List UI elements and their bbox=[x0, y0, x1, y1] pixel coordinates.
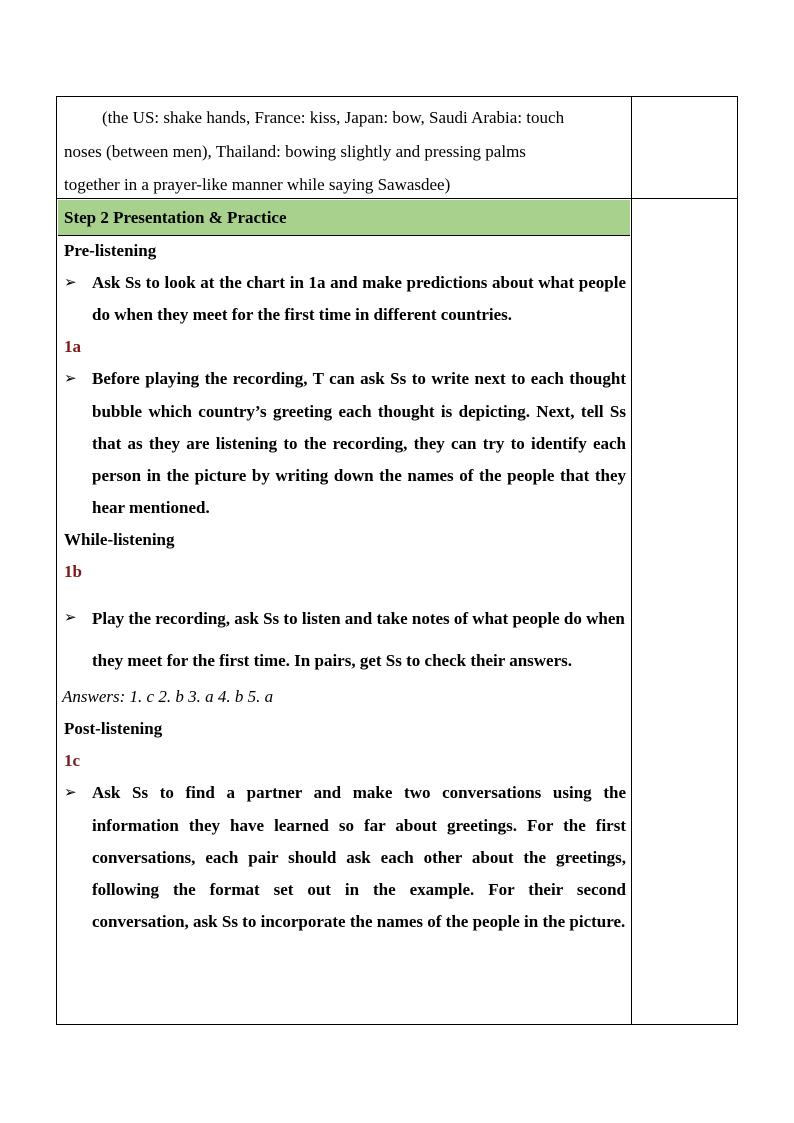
1c-bullet-text: Ask Ss to find a partner and make two conversations using the information they have learned so far about greetings. For the first conversations, each pair should ask each other about the greetings, following the format set out in the example. For their second conversation, ask Ss to incorporate the names of the people in the picture. bbox=[92, 783, 626, 932]
lesson-table bbox=[56, 96, 738, 1025]
post-listening-heading: Post-listening bbox=[64, 719, 163, 739]
label-1b: 1b bbox=[64, 562, 82, 582]
pre-listening-bullet bbox=[64, 267, 626, 331]
pre-listening-bullet-text: Ask Ss to look at the chart in 1a and make predictions about what people do when they meet for the first time in different countries. bbox=[92, 273, 626, 325]
while-listening-heading: While-listening bbox=[64, 530, 175, 550]
pre-listening-heading: Pre-listening bbox=[64, 241, 157, 260]
1a-bullet-text: Before playing the recording, T can ask Ss to write next to each thought bubble which country’s greeting each thought is depicting. Next, tell Ss that as they are listening to the recording, they can try to identify each person in the picture by writing down the names of the people that they hear mentioned. bbox=[92, 369, 626, 518]
1c-bullet bbox=[64, 777, 626, 938]
arrow-bullet-icon: ➢ bbox=[64, 785, 77, 802]
label-1a: 1a bbox=[64, 337, 81, 357]
greeting-examples-cell bbox=[64, 101, 624, 202]
step-content bbox=[64, 235, 626, 938]
1b-bullet bbox=[64, 598, 626, 681]
column-divider bbox=[631, 97, 632, 1024]
1b-bullet-text: Play the recording, ask Ss to listen and take notes of what people do when they meet for the first time. In pairs, get Ss to check their answers. bbox=[92, 609, 625, 670]
arrow-bullet-icon: ➢ bbox=[64, 610, 77, 627]
greeting-line-2: noses (between men), Thailand: bowing slightly and pressing palms bbox=[64, 141, 526, 161]
greeting-line-3: together in a prayer-like manner while saying Sawasdee) bbox=[64, 175, 451, 194]
greeting-line-1: (the US: shake hands, France: kiss, Japan: bow, Saudi Arabia: touch bbox=[102, 108, 565, 127]
arrow-bullet-icon: ➢ bbox=[64, 275, 77, 291]
label-1c: 1c bbox=[64, 751, 81, 771]
step-heading: Step 2 Presentation & Practice bbox=[58, 200, 630, 236]
answers-line: Answers: 1. c 2. b 3. a 4. b 5. a bbox=[62, 687, 274, 707]
arrow-bullet-icon: ➢ bbox=[64, 371, 77, 388]
1a-bullet bbox=[64, 363, 626, 524]
